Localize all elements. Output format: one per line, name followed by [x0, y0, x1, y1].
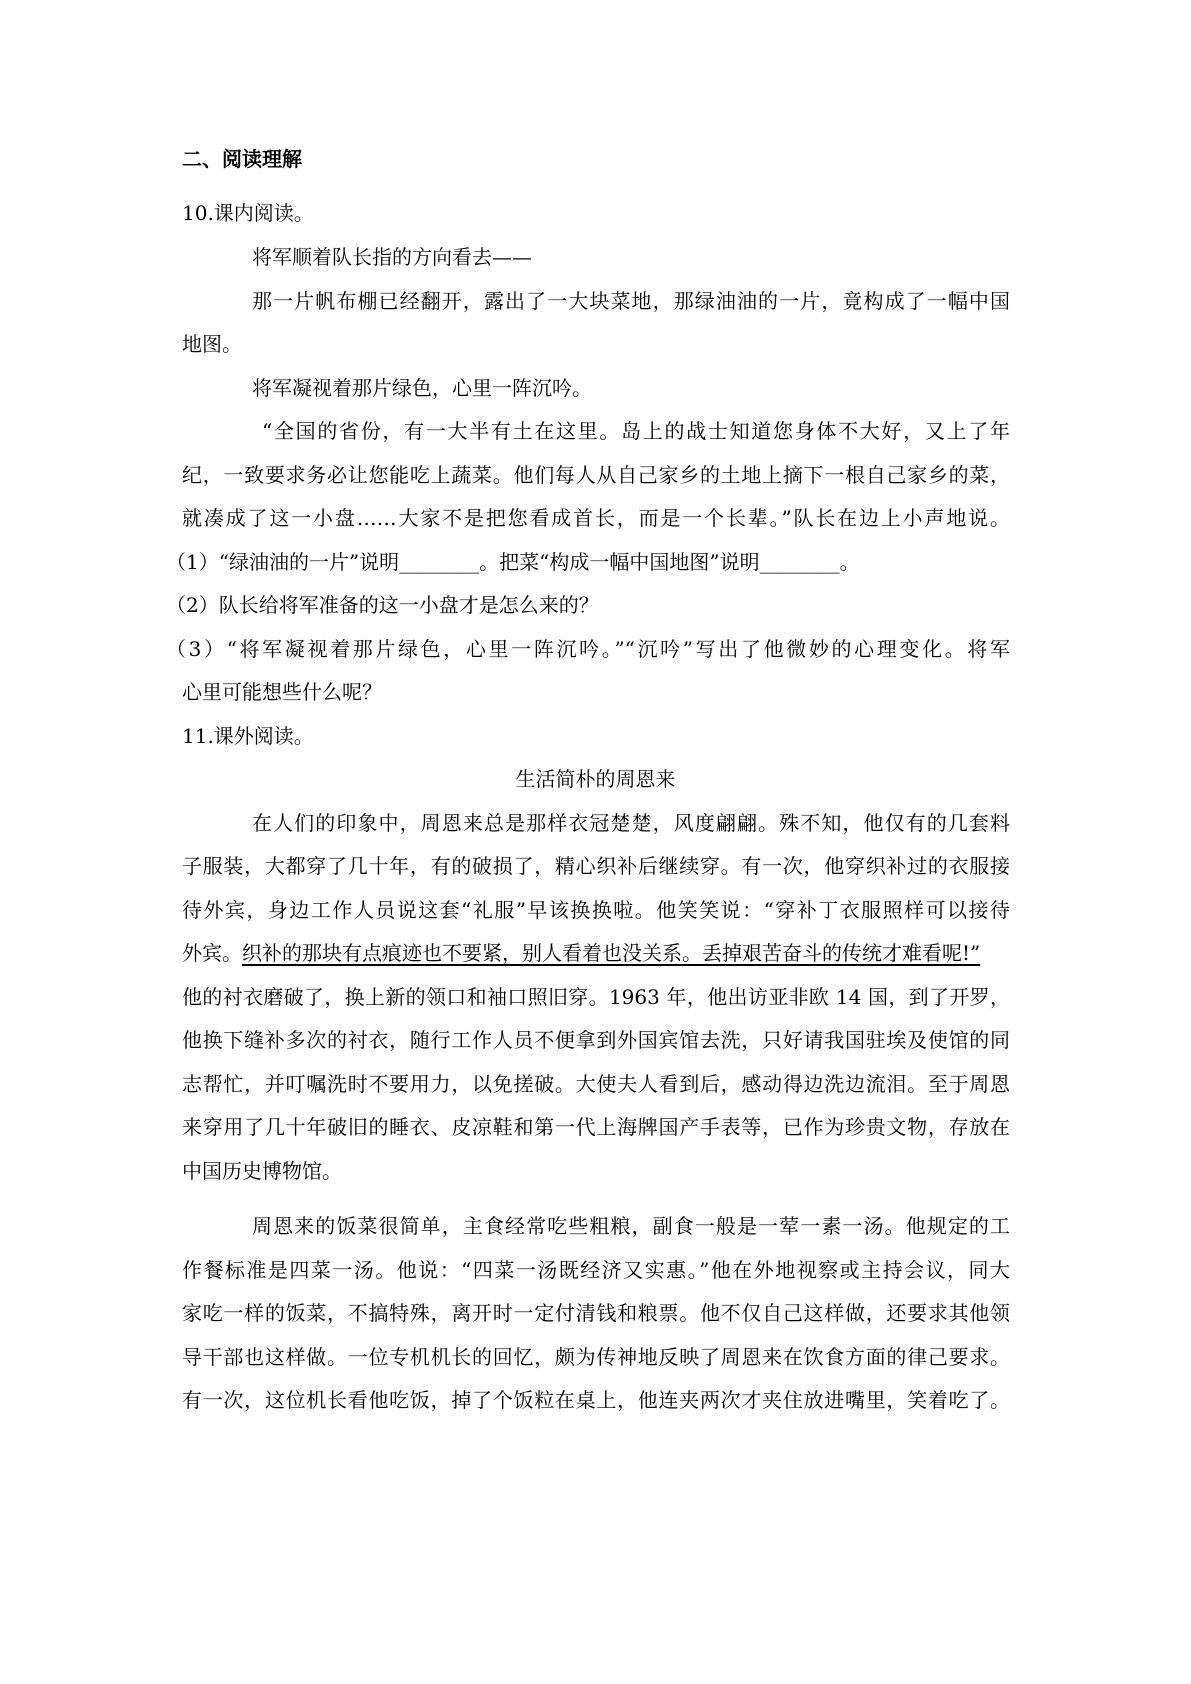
q10-heading: 10.课内阅读。 [182, 201, 314, 225]
q10-line: “全国的省份，有一大半有土在这里。岛上的战士知道您身体不大好，又上了年 [262, 419, 1010, 443]
q11-p1-line-start: 外宾。 [182, 941, 242, 965]
q11-p1-line: 他的衬衣磨破了，换上新的领口和袖口照旧穿。1963 年，他出访亚非欧 14 国，到了开罗， [182, 985, 1010, 1009]
q11-p1-line [182, 940, 980, 966]
q11-p2-line: 导干部也这样做。一位专机机长的回忆，颇为传神地反映了周恩来在饮食方面的律己要求。 [182, 1345, 1010, 1369]
q11-p2-line: 家吃一样的饭菜，不搞特殊，离开时一定付清钱和粮票。他不仅自己这样做，还要求其他领 [182, 1301, 1010, 1325]
q11-p1-line: 在人们的印象中，周恩来总是那样衣冠楚楚，风度翩翩。殊不知，他仅有的几套料 [252, 811, 1010, 835]
q11-p1-line: 他换下缝补多次的衬衣，随行工作人员不便拿到外国宾馆去洗，只好请我国驻埃及使馆的同 [182, 1028, 1010, 1052]
passage-title: 生活简朴的周恩来 [515, 767, 676, 791]
q11-p1-line: 中国历史博物馆。 [182, 1159, 342, 1183]
q10-sub-question-1: （1）“绿油油的一片”说明________。把菜“构成一幅中国地图”说明________。 [166, 550, 860, 574]
q11-p2-line: 作餐标准是四菜一汤。他说：“四菜一汤既经济又实惠。”他在外地视察或主持会议，同大 [182, 1258, 1010, 1282]
q11-p1-line: 子服装，大都穿了几十年，有的破损了，精心织补后继续穿。有一次，他穿织补过的衣服接 [182, 854, 1010, 878]
q10-sub-question-2: （2）队长给将军准备的这一小盘才是怎么来的？ [166, 593, 599, 617]
q11-p1-line: 来穿用了几十年破旧的睡衣、皮凉鞋和第一代上海牌国产手表等，已作为珍贵文物，存放在 [182, 1115, 1010, 1139]
underlined-sentence: 织补的那块有点痕迹也不要紧，别人看着也没关系。丢掉艰苦奋斗的传统才难看呢!” [242, 941, 981, 965]
section-title: 二、阅读理解 [182, 147, 302, 171]
q10-line: 就凑成了这一小盘……大家不是把您看成首长，而是一个长辈。”队长在边上小声地说。 [182, 506, 1010, 530]
q11-p2-line: 有一次，这位机长看他吃饭，掉了个饭粒在桌上，他连夹两次才夹住放进嘴里，笑着吃了。 [182, 1388, 1010, 1412]
q11-p1-line: 志帮忙，并叮嘱洗时不要用力，以免搓破。大使夫人看到后，感动得边洗边流泪。至于周恩 [182, 1072, 1010, 1096]
q11-p2-line: 周恩来的饭菜很简单，主食经常吃些粗粮，副食一般是一荤一素一汤。他规定的工 [252, 1214, 1010, 1238]
q11-heading: 11.课外阅读。 [182, 724, 314, 748]
q10-line: 将军凝视着那片绿色，心里一阵沉吟。 [252, 376, 592, 400]
q10-line: 那一片帆布棚已经翻开，露出了一大块菜地，那绿油油的一片，竟构成了一幅中国 [252, 289, 1010, 313]
q10-line: 纪，一致要求务必让您能吃上蔬菜。他们每人从自己家乡的土地上摘下一根自己家乡的菜， [182, 463, 1010, 487]
q10-sub-question-3-cont: 心里可能想些什么呢？ [182, 680, 382, 704]
q10-line: 将军顺着队长指的方向看去—— [252, 245, 532, 269]
q11-p1-line: 待外宾，身边工作人员说这套“礼服”早该换换啦。他笑笑说：“穿补丁衣服照样可以接待 [182, 898, 1010, 922]
q10-line: 地图。 [182, 332, 242, 356]
q10-sub-question-3: （3）“将军凝视着那片绿色，心里一阵沉吟。”“沉吟”写出了他微妙的心理变化。将军 [166, 637, 1010, 661]
